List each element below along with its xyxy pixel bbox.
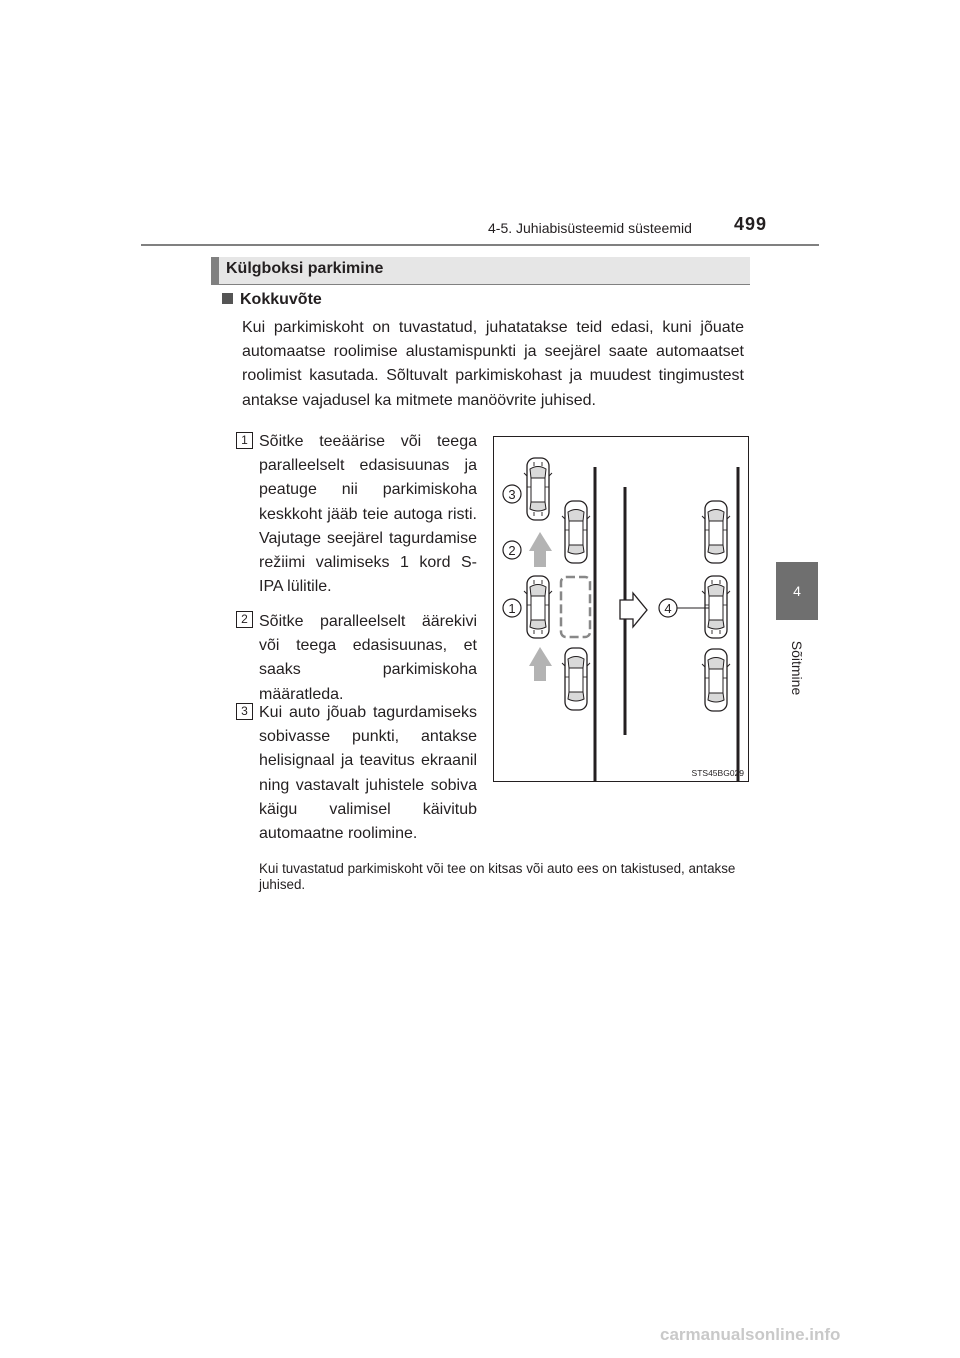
step-2-text: Sõitke paralleelselt äärekivi või teega edasisuunas, et saaks parkimiskoha määratleda. [259,613,477,703]
callout-3 [503,485,521,503]
chapter-tab[interactable]: 4 [776,562,818,620]
parking-illustration [494,437,749,782]
svg-text:1: 1 [508,601,516,616]
step-3-number: 3 [236,703,253,720]
header-section-title: 4-5. Juhiabisüsteemid süsteemid [488,220,692,236]
chapter-title: Sõitmine [789,640,805,696]
parking-diagram [493,436,749,782]
subsection-heading [222,291,322,309]
svg-text:4: 4 [664,601,672,616]
svg-text:2: 2 [508,543,516,558]
note-text: Kui tuvastatud parkimiskoht või tee on kitsas või auto ees on takistused, antakse juhised. [259,861,736,892]
header-rule [141,244,819,246]
callout-4 [659,599,677,617]
page-number: 499 [734,214,768,234]
section-bar-accent [211,257,219,285]
callout-1 [503,599,521,617]
step-1-text: Sõitke teeäärise või teega paralleelselt edasisuunas ja peatuge nii parkimiskoha keskkoht jääb teie autoga risti. Vajutage seejärel tagurdamise režiimi valimiseks 1 kord S-IPA lülitile. [259,433,477,596]
section-title: Külgboksi parkimine [226,260,384,277]
callout-2 [503,541,521,559]
svg-text:3: 3 [508,487,516,502]
step-3-text: Kui auto jõuab tagurdamiseks sobivasse punkti, antakse helisignaal ja teavitus ekraanil ning vastavalt juhistele sobiva käigu valimisel käivitub automaatne roolimine. [259,704,477,843]
watermark: carmanualsonline.info [660,1325,841,1344]
subsection-title: Kokkuvõte [240,291,322,308]
step-1-number: 1 [236,432,253,449]
intro-paragraph: Kui parkimiskoht on tuvastatud, juhatatakse teid edasi, kuni jõuate automaatse roolimise alustamispunkti ja seejärel saate automaatset roolimist kasutada. Sõltuvalt parkimiskohast ja muudest tingimustest antakse vajadusel ka mitmete manöövrite juhised. [242,319,744,409]
step-2-number: 2 [236,611,253,628]
figure-code: STS45BG029 [691,768,744,778]
square-bullet-icon [222,293,233,304]
